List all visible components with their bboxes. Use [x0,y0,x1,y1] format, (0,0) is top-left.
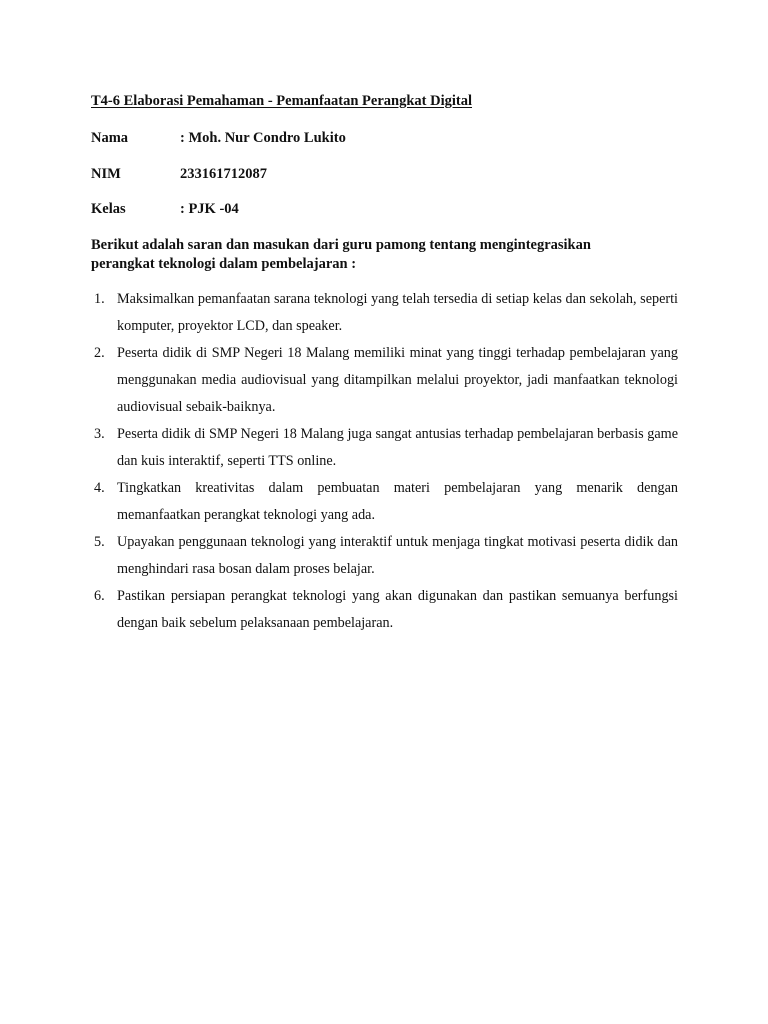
list-item [91,583,678,637]
list-item-number: 4. [94,480,105,496]
list-item-text: Pastikan persiapan perangkat teknologi yang akan digunakan dan pastikan semuanya berfungsi dengan baik sebelum pelaksanaan pembelajaran. [117,588,678,631]
field-label: NIM [91,166,121,182]
document-title: T4-6 Elaborasi Pemahaman - Pemanfaatan Perangkat Digital [91,93,473,109]
list-item-text: Upayakan penggunaan teknologi yang interaktif untuk menjaga tingkat motivasi peserta didik dan menghindari rasa bosan dalam proses belajar. [117,534,678,577]
list-item [91,421,678,475]
list-item-number: 6. [94,588,105,604]
suggestion-list [91,286,678,637]
intro-paragraph: Berikut adalah saran dan masukan dari guru pamong tentang mengintegrasikan perangkat teknologi dalam pembelajaran : [91,237,591,272]
list-item-text: Tingkatkan kreativitas dalam pembuatan materi pembelajaran yang menarik dengan memanfaatkan perangkat teknologi yang ada. [117,480,678,523]
list-item [91,529,678,583]
list-item-number: 1. [94,291,105,307]
field-value: 233161712087 [180,166,267,182]
field-value: : Moh. Nur Condro Lukito [180,130,346,146]
list-item-text: Peserta didik di SMP Negeri 18 Malang memiliki minat yang tinggi terhadap pembelajaran yang menggunakan media audiovisual yang ditampilkan melalui proyektor, jadi manfaatkan teknologi audiovisual sebaik-baiknya. [117,345,678,415]
list-item [91,340,678,421]
field-label: Nama [91,130,129,146]
list-item-number: 3. [94,426,105,442]
list-item-number: 5. [94,534,105,550]
list-item [91,286,678,340]
field-nim [91,166,267,183]
field-nama [91,130,346,147]
field-kelas [91,201,239,218]
list-item-text: Maksimalkan pemanfaatan sarana teknologi yang telah tersedia di setiap kelas dan sekolah, seperti komputer, proyektor LCD, dan speaker. [117,291,678,334]
list-item-number: 2. [94,345,105,361]
list-item-text: Peserta didik di SMP Negeri 18 Malang juga sangat antusias terhadap pembelajaran berbasis game dan kuis interaktif, seperti TTS online. [117,426,678,469]
field-label: Kelas [91,201,126,217]
list-item [91,475,678,529]
field-value: : PJK -04 [180,201,239,217]
